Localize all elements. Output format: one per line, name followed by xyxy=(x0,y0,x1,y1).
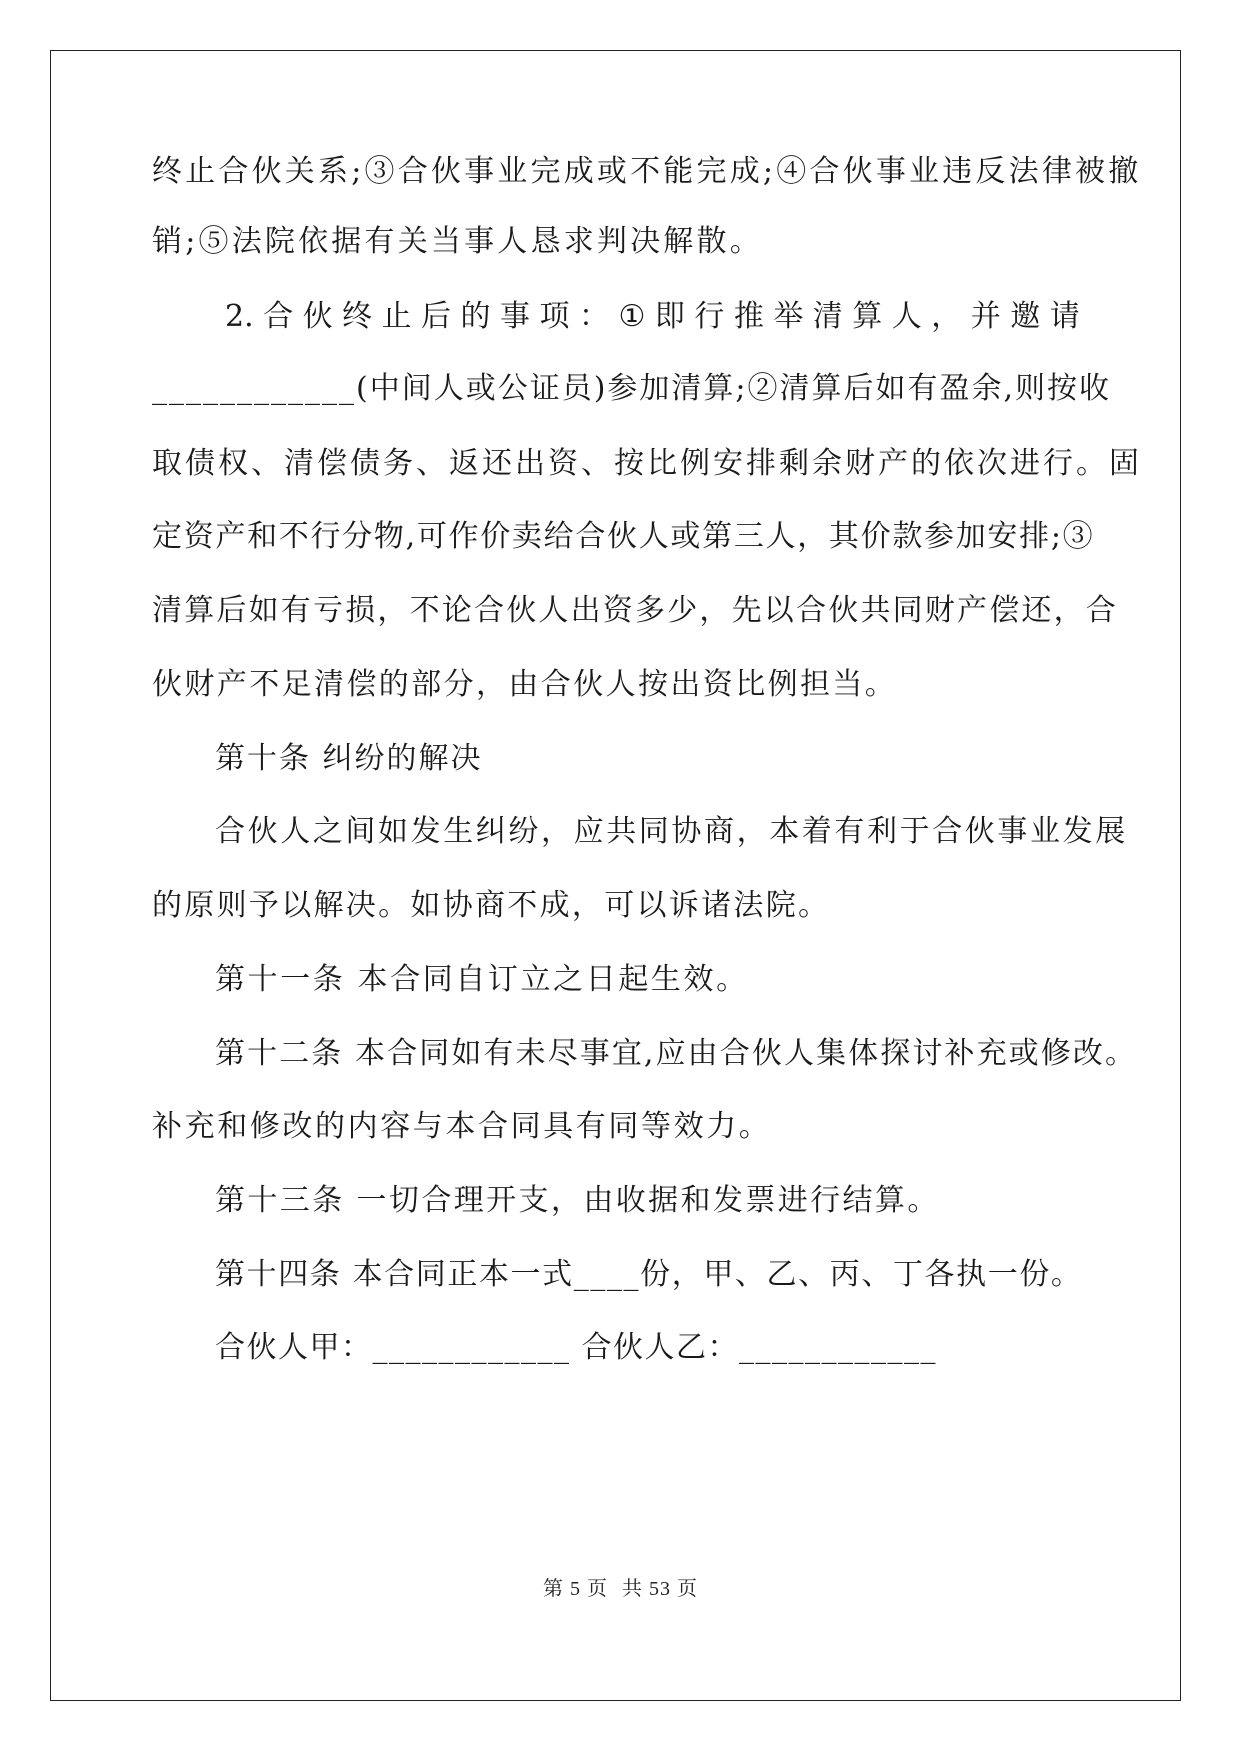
text-line-11: 的原则予以解决。如协商不成，可以诉诸法院。 xyxy=(152,888,831,923)
text-line-4: ____________(中间人或公证员)参加清算;②清算后如有盈余,则按收 xyxy=(152,371,1112,406)
page-border xyxy=(50,50,1181,1701)
article-11: 第十一条 本合同自订立之日起生效。 xyxy=(215,962,749,997)
page-number: 第 5 页 xyxy=(543,1578,608,1600)
text-line-10: 合伙人之间如发生纠纷，应共同协商，本着有利于合伙事业发展 xyxy=(215,814,1128,849)
text-line-8: 伙财产不足清偿的部分，由合伙人按出资比例担当。 xyxy=(152,667,898,702)
page-total: 共 53 页 xyxy=(622,1578,698,1600)
text-line-6: 定资产和不行分物,可作价卖给合伙人或第三人，其价款参加安排;③ xyxy=(152,519,1095,554)
article-10-heading: 第十条 纠纷的解决 xyxy=(215,741,483,776)
signature-line: 合伙人甲：____________ 合伙人乙：____________ xyxy=(215,1330,938,1365)
page-footer xyxy=(0,1572,1241,1601)
text-line-1: 终止合伙关系;③合伙事业完成或不能完成;④合伙事业违反法律被撤 xyxy=(152,154,1142,189)
text-line-14: 补充和修改的内容与本合同具有同等效力。 xyxy=(152,1109,772,1144)
text-line-2: 销;⑤法院依据有关当事人恳求判决解散。 xyxy=(152,224,763,259)
text-line-3: 2. 合 伙 终 止 后 的 事 项 ： ① 即 行 推 举 清 算 人 ， 并 邀 请 xyxy=(225,299,1080,334)
article-14: 第十四条 本合同正本一式____份，甲、乙、丙、丁各执一份。 xyxy=(215,1257,1083,1292)
article-13: 第十三条 一切合理开支，由收据和发票进行结算。 xyxy=(215,1183,940,1218)
text-line-5: 取债权、清偿债务、返还出资、按比例安排剩余财产的依次进行。固 xyxy=(152,446,1142,481)
text-line-7: 清算后如有亏损，不论合伙人出资多少，先以合伙共同财产偿还，合 xyxy=(152,593,1118,628)
article-12: 第十二条 本合同如有未尽事宜,应由合伙人集体探讨补充或修改。 xyxy=(215,1036,1138,1071)
